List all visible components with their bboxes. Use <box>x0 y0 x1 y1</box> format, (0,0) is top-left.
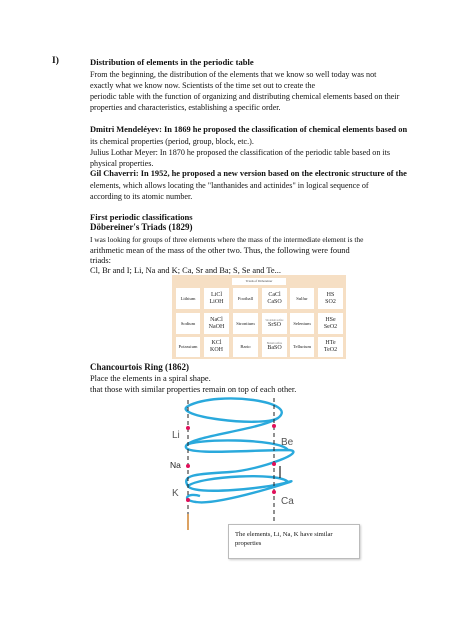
triads-cell-note: Strontium sulfate <box>265 318 284 322</box>
helix-coil <box>186 398 294 502</box>
section-title: Distribution of elements in the periodic table <box>90 57 254 67</box>
triads-cell-text: SO2 <box>325 298 336 305</box>
triads-cell-text: CaSO <box>267 298 282 305</box>
triads-cell-r0-c2 <box>233 288 258 309</box>
triads-cell-text: Lithium <box>180 295 196 301</box>
triads-cell-text: CaCl <box>268 291 281 298</box>
triads-table-title: Triads of Döbereiner <box>232 278 286 285</box>
intro-line-4: properties and characteristics, establishing a specific order. <box>90 103 281 112</box>
triads-cell-text: Selenium <box>293 320 311 326</box>
na-dot <box>186 464 190 468</box>
triads-cell-text: SeO2 <box>323 323 338 330</box>
chaverri-line-2: according to its atomic number. <box>90 192 193 201</box>
callout-text: The elements, Li, Na, K have similar properties <box>235 531 333 547</box>
triads-cell-r1-c1 <box>204 313 229 334</box>
triads-cell-r0-c0 <box>176 288 200 309</box>
triads-cell-r2-c0 <box>176 337 200 357</box>
triads-cell-r0-c1 <box>204 288 229 309</box>
triads-cell-text: LiOH <box>209 298 224 305</box>
chaverri-heading: Gil Chaverri: In 1952, he proposed a new version based on the electronic structure of the <box>90 169 407 178</box>
triads-cell-r0-c3 <box>262 288 287 309</box>
meyer-line: Julius Lothar Meyer: In 1870 he proposed the classification of the periodic table based on its <box>90 148 391 157</box>
triads-cell-r2-c2 <box>233 337 258 357</box>
li-dot <box>186 426 190 430</box>
mendeleev-heading: Dmitri Mendeléyev: In 1869 he proposed the classification of chemical elements based on <box>90 125 408 134</box>
triads-cell-text: Potassium <box>178 344 198 350</box>
label-be: Be <box>281 437 294 448</box>
triads-cell-text: LiCl <box>210 291 222 298</box>
helix-back-middle <box>186 440 288 450</box>
triads-cell-r2-c3 <box>262 337 287 357</box>
triads-cell-text: KCl <box>211 340 222 347</box>
triads-cell-r0-c4 <box>290 288 314 309</box>
dobereiner-heading: Döbereiner's Triads (1829) <box>90 222 193 232</box>
triads-cell-text: Sodium <box>180 320 196 326</box>
dobereiner-line-3: triads: <box>90 256 111 265</box>
chancourtois-helix-diagram <box>160 396 320 530</box>
dobereiner-line-2: arithmetic mean of the mass of the other two. Thus, the following were found <box>90 246 350 255</box>
triads-table <box>172 275 346 359</box>
triads-cell-text: Football <box>237 295 254 301</box>
chancourtois-line-2: that those with similar properties remain on top of each other. <box>90 385 297 394</box>
chancourtois-heading: Chancourtois Ring (1862) <box>90 362 190 372</box>
meyer-line-2: physical properties. <box>90 159 154 168</box>
triads-cell-r2-c1 <box>204 337 229 357</box>
triads-cell-r2-c4 <box>290 337 314 357</box>
ca-dot <box>272 490 276 494</box>
triads-cell-r1-c2 <box>233 313 258 334</box>
dobereiner-line-4: Cl, Br and I; Li, Na and K; Ca, Sr and Ba; S, Se and Te... <box>90 266 281 275</box>
triads-cell-text: KOH <box>210 347 223 353</box>
triads-cell-note: Barium sulfate <box>266 342 283 346</box>
be-dot <box>272 424 276 428</box>
triads-cell-text: Tellurium <box>292 344 312 350</box>
triads-cell-text: BaSO <box>267 345 282 352</box>
triads-cell-text: SrSO <box>267 321 281 328</box>
intro-line-1: From the beginning, the distribution of the elements that we know so well today was not <box>90 70 377 79</box>
callout-arrow <box>188 514 228 530</box>
mendeleev-line-1: its chemical properties (period, group, block, etc.). <box>90 137 254 146</box>
triads-cell-r0-c5 <box>318 288 343 309</box>
triads-cell-text: NaCl <box>210 316 223 323</box>
triads-cell-r1-c0 <box>176 313 200 334</box>
label-li: Li <box>172 430 180 441</box>
triads-cell-text: TeO2 <box>323 347 338 353</box>
triads-cell-text: HS <box>326 291 335 298</box>
label-na: Na <box>170 460 181 470</box>
triads-cell-text: Strontium <box>236 320 255 326</box>
label-ca: Ca <box>281 496 294 507</box>
mid-right-dot <box>272 462 276 466</box>
chaverri-line-1: elements, which allows locating the "lanthanides and actinides" in logical sequence of <box>90 181 369 190</box>
triads-cell-text: HSe <box>325 316 336 323</box>
first-classifications-heading: First periodic classifications <box>90 212 193 222</box>
label-k: K <box>172 488 179 499</box>
dobereiner-line-1: I was looking for groups of three elements where the mass of the intermediate element is the <box>90 235 364 244</box>
triads-cell-text: Sulfur <box>296 295 308 301</box>
helix-back-top <box>186 406 278 422</box>
triads-cell-text: Bario <box>240 344 251 350</box>
triads-cell-r1-c3 <box>262 313 287 334</box>
diagram-callout <box>228 524 360 559</box>
k-dot <box>186 498 190 502</box>
intro-line-2: exactly what we know now. Scientists of the time set out to create the <box>90 81 316 90</box>
triads-cell-r1-c4 <box>290 313 314 334</box>
triads-cell-text: HTe <box>325 340 336 347</box>
chancourtois-line-1: Place the elements in a spiral shape. <box>90 374 211 383</box>
section-number: I) <box>52 56 59 66</box>
triads-cell-r2-c5 <box>318 337 343 357</box>
intro-line-3: periodic table with the function of organizing and distributing chemical elements based on their <box>90 92 400 101</box>
triads-cell-r1-c5 <box>318 313 343 334</box>
triads-cell-text: NaOH <box>208 323 225 330</box>
